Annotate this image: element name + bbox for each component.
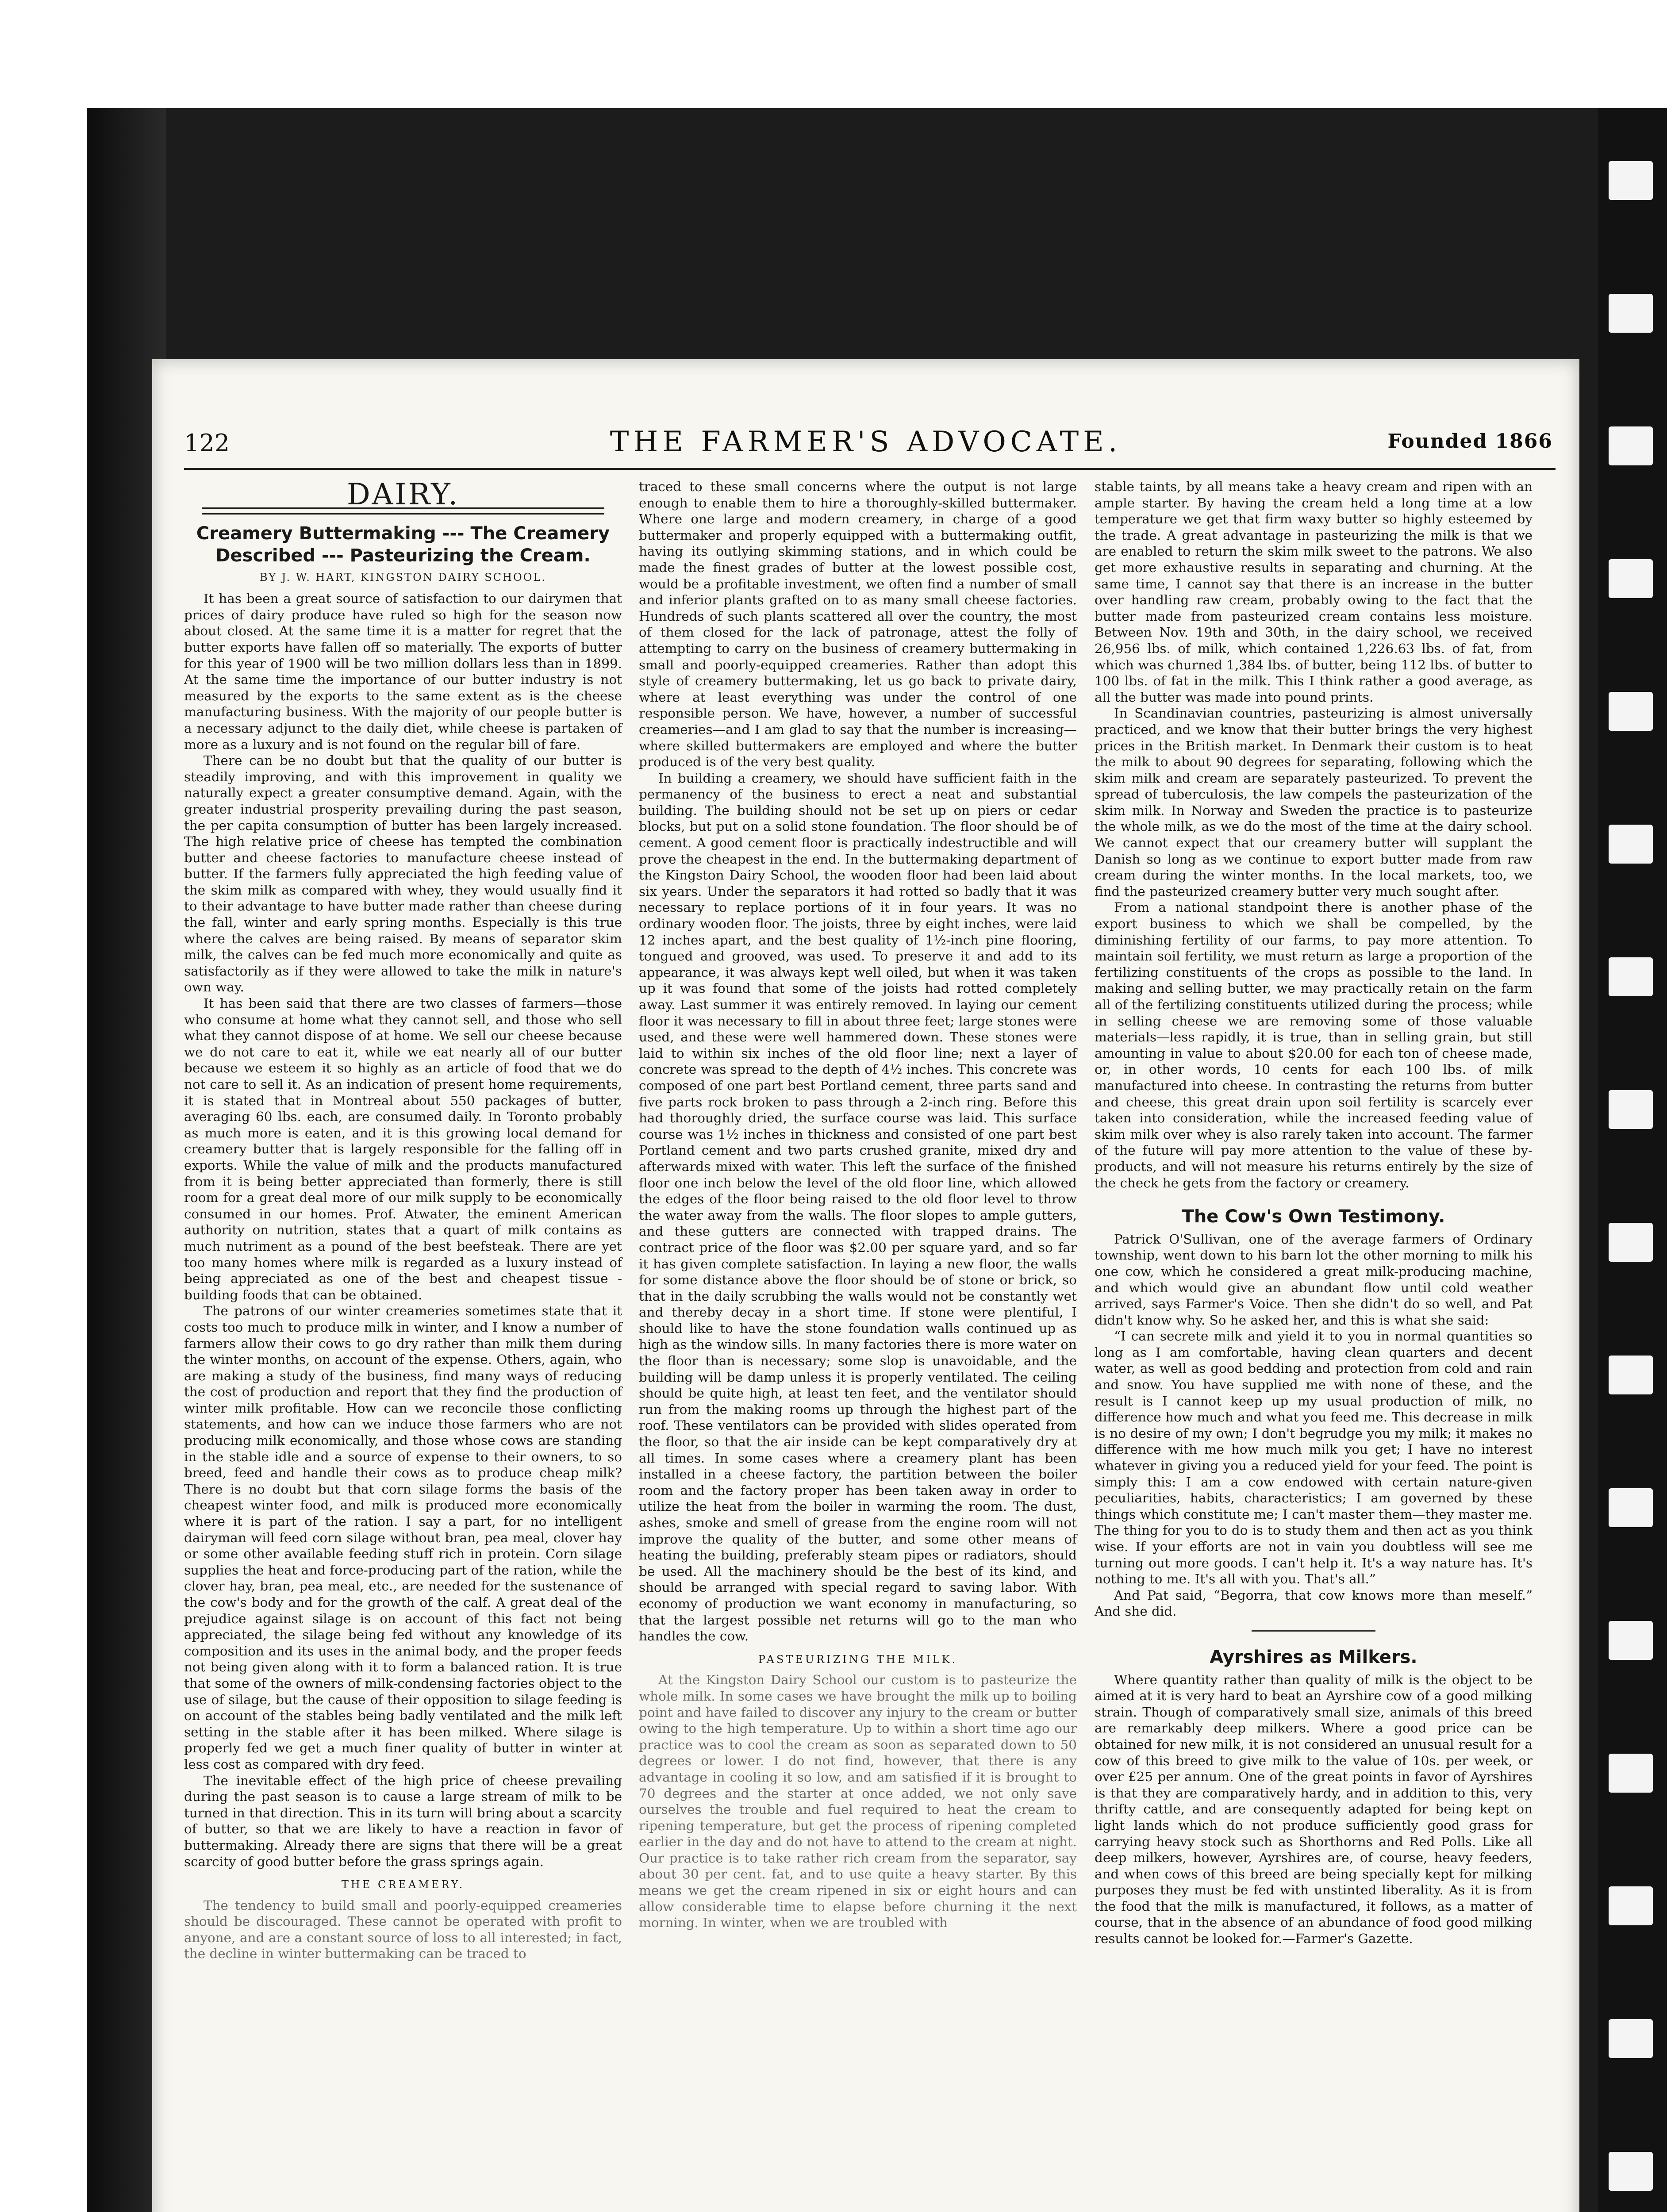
film-perforation <box>1609 1090 1653 1129</box>
article-byline: BY J. W. HART, KINGSTON DAIRY SCHOOL. <box>260 571 546 584</box>
film-perforation <box>1609 1754 1653 1793</box>
section-title: DAIRY. <box>346 477 460 511</box>
column-3 <box>1095 479 1533 1947</box>
film-perforation <box>1609 1223 1653 1262</box>
film-perforation <box>1609 294 1653 333</box>
film-perforation <box>1609 2019 1653 2058</box>
page-header <box>152 359 1579 458</box>
paragraph: Where quantity rather than quality of milk is the object to be aimed at it is very hard to beat an Ayrshire cow of a good milking strain. Though of comparatively small size, animals of this breed are remarkably deep milkers. Where a good price can be obtained for new milk, it is not considered an unusual result for a cow of this breed to give milk to the value of 10s. per week, or over £25 per annum. One of the great points in favor of Ayrshires is that they are comparatively hardy, and in addition to this, very thrifty cattle, and are consequently adapted for being kept on light lands which do not produce sufficiently good grass for carrying heavy stock such as Shorthorns and Red Polls. Like all deep milkers, however, Ayrshires are, of course, heavy feeders, and when cows of this breed are being specially kept for milking purposes they must be fed with unstinted liberality. As it is from the food that the milk is manufactured, it follows, as a matter of course, that in the absence of an abundance of food good milking results cannot be looked for.—Farmer's Gazette. <box>1095 1672 1533 1947</box>
page-number: 122 <box>184 429 230 457</box>
film-perforation <box>1609 825 1653 864</box>
header-rule <box>184 468 1556 470</box>
subhead-creamery: THE CREAMERY. <box>341 1878 465 1891</box>
article-title: Creamery Buttermaking --- The Creamery Described --- Pasteurizing the Cream. <box>196 523 610 566</box>
subhead-pasteurizing: PASTEURIZING THE MILK. <box>758 1653 958 1666</box>
paragraph: Patrick O'Sullivan, one of the average farmers of Ordinary township, went down to his barn lot the other morning to milk his one cow, which he considered a great milk-producing machine, and which would give an abundant flow until cold weather arrived, says Farmer's Voice. Then she didn't do so well, and Pat didn't know why. So he asked her, and this is what she said: <box>1095 1231 1533 1328</box>
paragraph: In Scandinavian countries, pasteurizing is almost universally practiced, and we know that their butter brings the very highest prices in the British market. In Denmark their custom is to heat the milk to about 90 degrees for separating, following which the skim milk and cream are separately pasteurized. To prevent the spread of tuberculosis, the law compels the pasteurization of the skim milk. In Norway and Sweden the practice is to pasteurize the whole milk, as we do the most of the time at the dairy school. We cannot expect that our creamery butter will supplant the Danish so long as we continue to export butter made from raw cream during the winter months. In the local markets, too, we find the pasteurized creamery butter very much sought after. <box>1095 706 1533 899</box>
paragraph: stable taints, by all means take a heavy cream and ripen with an ample starter. By having the cream held a long time at a low temperature we get that firm waxy butter so highly esteemed by the trade. A great advantage in pasteurizing the milk is that we are enabled to return the skim milk sweet to the patrons. We also get more exhaustive results in separating and churning. At the same time, I cannot say that there is an increase in the butter over handling raw cream, probably owing to the fact that the butter made from pasteurized cream contains less moisture. Between Nov. 19th and 30th, in the dairy school, we received 26,956 lbs. of milk, which contained 1,226.63 lbs. of fat, from which was churned 1,384 lbs. of butter, being 112 lbs. of butter to 100 lbs. of fat in the milk. This I think rather a good average, as all the butter was made into pound prints. <box>1095 479 1533 705</box>
paragraph: It has been a great source of satisfaction to our dairymen that prices of dairy produce have ruled so high for the season now about closed. At the same time it is a matter for regret that the butter exports have fallen off so materially. The exports of butter for this year of 1900 will be two million dollars less than in 1899. At the same time the importance of our butter industry is not measured by the exports to the same extent as is the cheese manufacturing business. With the majority of our people butter is a necessary adjunct to the daily diet, while cheese is partaken of more as a luxury and is not found on the regular bill of fare. <box>184 591 622 752</box>
paragraph: It has been said that there are two classes of farmers—those who consume at home what they cannot sell, and those who sell what they cannot dispose of at home. We sell our cheese because we do not care to eat it, while we eat nearly all of our butter because we esteem it so highly as an article of food that we do not care to sell it. As an indication of present home requirements, it is stated that in Montreal about 550 packages of butter, averaging 60 lbs. each, are consumed daily. In Toronto probably as much more is eaten, and it is this growing local demand for creamery butter that is largely responsible for the falling off in exports. While the value of milk and the products manufactured from it is being better appreciated than formerly, there is still room for a great deal more of our milk supply to be economically consumed in our homes. Prof. Atwater, the eminent American authority on nutrition, states that a quart of milk contains as much nutriment as a pound of the best beefsteak. There are yet too many homes where milk is regarded as a luxury instead of being appreciated as one of the best and cheapest tissue - building foods that can be obtained. <box>184 996 622 1302</box>
film-perforation <box>1609 559 1653 598</box>
film-strip-right <box>1598 108 1667 2212</box>
film-perforation <box>1609 2152 1653 2191</box>
film-perforation <box>1609 692 1653 731</box>
film-perforation <box>1609 1356 1653 1394</box>
film-perforation <box>1609 957 1653 996</box>
article-title: The Cow's Own Testimony. <box>1182 1206 1445 1227</box>
film-perforation <box>1609 1886 1653 1925</box>
paragraph: “I can secrete milk and yield it to you in normal quantities so long as I am comfortable, having clean quarters and decent water, as well as good bedding and protection from cold and rain and snow. You have supplied me with none of these, and the result is I cannot keep up my usual production of milk, no difference how much and what you feed me. This decrease in milk is no desire of my own; I don't begrudge you my milk; it makes no difference with me how much milk you get; I have no interest whatever in giving you a reduced yield for your feed. The point is simply this: I am a cow endowed with certain nature-given peculiarities, habits, characteristics; I am governed by these things which constitute me; I can't master them—they master me. The thing for you to do is to study them and then act as you think wise. If your efforts are not in vain you doubtless will see me turning out more goods. I can't help it. It's a way nature has. It's nothing to me. It's all with you. That's all.” <box>1095 1329 1533 1587</box>
paragraph: The tendency to build small and poorly-equipped creameries should be discouraged. These cannot be operated with profit to anyone, and are a constant source of loss to all interested; in fact, the decline in winter buttermaking can be traced to <box>184 1897 622 1962</box>
paragraph: traced to these small concerns where the output is not large enough to enable them to hire a thoroughly-skilled buttermaker. Where one large and modern creamery, in charge of a good buttermaker and properly equipped with a buttermaking outfit, having its outlying skimming stations, and in which could be made the finest grades of butter at the lowest possible cost, would be a profitable investment, we often find a number of small and inferior plants grafted on to as many small cheese factories. Hundreds of such plants scattered all over the country, the most of them closed for the lack of patronage, attest the folly of attempting to carry on the business of creamery buttermaking in small and poorly-equipped creameries. Rather than adopt this style of creamery buttermaking, let us go back to private dairy, where at least everything was under the control of one responsible person. We have, however, a number of successful creameries—and I am glad to say that the number is increasing—where skilled buttermakers are employed and where the butter produced is of the very best quality. <box>639 479 1077 770</box>
film-perforation <box>1609 426 1653 465</box>
film-perforation <box>1609 161 1653 200</box>
paragraph: At the Kingston Dairy School our custom is to pasteurize the whole milk. In some cases we have brought the milk up to boiling point and have failed to discover any injury to the cream or butter owing to the high temperature. Up to within a short time ago our practice was to cool the cream as soon as separated down to 50 degrees or lower. I do not find, however, that there is any advantage in cooling it so low, and am satisfied if it is brought to 70 degrees and the starter at once added, we not only save ourselves the trouble and fuel required to heat the cream to ripening temperature, but get the process of ripening completed earlier in the day and do not have to attend to the cream at night. Our practice is to take rather rich cream from the separator, say about 30 per cent. fat, and to use quite a heavy starter. By this means we get the cream ripened in six or eight hours and can allow considerable time to elapse before churning it the next morning. In winter, when we are troubled with <box>639 1672 1077 1931</box>
masthead-title: THE FARMER'S ADVOCATE. <box>610 426 1122 458</box>
paragraph: And Pat said, “Begorra, that cow knows more than meself.” And she did. <box>1095 1587 1533 1619</box>
article-title: Ayrshires as Milkers. <box>1210 1647 1417 1667</box>
film-perforation <box>1609 1621 1653 1660</box>
article-divider <box>1252 1630 1375 1632</box>
paragraph: The patrons of our winter creameries sometimes state that it costs too much to produce milk in winter, and I know a number of farmers allow their cows to go dry rather than milk them during the winter months, on account of the expense. Others, again, who are making a study of the business, find many ways of reducing the cost of production and report that they find the production of winter milk profitable. How can we reconcile those conflicting statements, and how can we induce those farmers who are not producing milk economically, and those whose cows are standing in the stable idle and a source of expense to their owners, to so breed, feed and handle their cows as to produce cheap milk? There is no doubt but that corn silage forms the basis of the cheapest winter food, and milk is produced more economically where it is part of the ration. I say a part, for no intelligent dairyman will feed corn silage without bran, pea meal, clover hay or some other available feeding stuff rich in protein. Corn silage supplies the heat and force-producing part of the ration, while the clover hay, bran, pea meal, etc., are needed for the sustenance of the cow's body and for the growth of the calf. A great deal of the prejudice against silage is on account of this fact not being appreciated, the silage being fed without any knowledge of its composition and its uses in the animal body, and the proper feeds not being given along with it to form a balanced ration. It is true that some of the owners of milk-condensing factories object to the use of silage, but the cause of their opposition to silage feeding is on account of the stables being badly ventilated and the milk left setting in the stable after it has been milked. Where silage is properly fed we get a much finer quality of butter in winter at less cost as compared with dry feed. <box>184 1303 622 1772</box>
column-1 <box>184 479 622 1962</box>
paragraph: In building a creamery, we should have sufficient faith in the permanency of the business to erect a neat and substantial building. The building should not be set up on piers or cedar blocks, but put on a solid stone foundation. The floor should be of cement. A good cement floor is practically indestructible and will prove the cheapest in the end. In the buttermaking department of the Kingston Dairy School, the wooden floor had been laid about six years. Under the separators it had rotted so badly that it was necessary to replace portions of it in four years. It was no ordinary wooden floor. The joists, three by eight inches, were laid 12 inches apart, and the best quality of 1½-inch pine flooring, tongued and grooved, was used. To preserve it and add to its appearance, it was always kept well oiled, but when it was taken up it was found that some of the joists had rotted completely away. Last summer it was entirely removed. In laying our cement floor it was necessary to fill in about three feet; large stones were used, and these were well hammered down. These stones were laid to within six inches of the old floor line; next a layer of concrete was spread to the depth of 4½ inches. This concrete was composed of one part best Portland cement, three parts sand and five parts rock broken to pass through a 2-inch ring. Before this had thoroughly dried, the surface course was laid. This surface course was 1½ inches in thickness and consisted of one part best Portland cement and two parts crushed granite, mixed dry and afterwards mixed with water. This left the surface of the finished floor one inch below the level of the old floor line, which allowed the edges of the floor being raised to the old floor level to throw the water away from the walls. The floor slopes to ample gutters, and these gutters are connected with trapped drains. The contract price of the floor was $2.00 per square yard, and so far it has given complete satisfaction. In laying a new floor, the walls for some distance above the floor should be of stone or brick, so that in the daily scrubbing the walls would not be constantly wet and thereby decay in a short time. If stone were plentiful, I should like to have the stone foundation walls continued up as high as the window sills. In many factories there is more water on the floor than is necessary; some slop is unavoidable, and the building will be damp unless it is properly ventilated. The ceiling should be quite high, at least ten feet, and the ventilator should run from the making rooms up through the highest part of the roof. These ventilators can be provided with slides operated from the floor, so that the air inside can be kept comparatively dry at all times. In some cases where a creamery plant has been installed in a cheese factory, the partition between the boiler room and the factory proper has been taken away in order to utilize the heat from the boiler in warming the room. The dust, ashes, smoke and smell of grease from the engine room will not improve the quality of the butter, and some other means of heating the building, preferably steam pipes or radiators, should be used. All the machinery should be the best of its kind, and should be arranged with special regard to saving labor. With economy of production we want economy in manufacturing, so that the largest possible net returns will go to the man who handles the cow. <box>639 770 1077 1644</box>
paragraph: There can be no doubt but that the quality of our butter is steadily improving, and with this improvement in quality we naturally expect a greater consumptive demand. Again, with the greater industrial prosperity prevailing during the past season, the per capita consumption of butter has been largely increased. The high relative price of cheese has tempted the combination butter and cheese factories to manufacture cheese instead of butter. If the farmers fully appreciated the high feeding value of the skim milk as compared with whey, they would usually find it to their advantage to have butter made rather than cheese during the fall, winter and early spring months. Especially is this true where the calves are being raised. By means of separator skim milk, the calves can be fed much more economically and quite as satisfactorily as if they were allowed to take the milk in nature's own way. <box>184 753 622 995</box>
paragraph: From a national standpoint there is another phase of the export business to which we shall be compelled, by the diminishing fertility of our farms, to pay more attention. To maintain soil fertility, we must return as large a proportion of the fertilizing constituents of the crops as possible to the land. In making and selling butter, we may practically retain on the farm all of the fertilizing constituents utilized during the process; while in selling cheese we are removing some of those valuable materials—less rapidly, it is true, than in selling grain, but still amounting in value to about $20.00 for each ton of cheese made, or, in other words, 10 cents for each 100 lbs. of milk manufactured into cheese. In contrasting the returns from butter and cheese, this great drain upon soil fertility is scarcely ever taken into consideration, while the increased feeding value of skim milk over whey is also rarely taken into account. The farmer of the future will pay more attention to the value of these by-products, and will not measure his returns entirely by the size of the check he gets from the factory or creamery. <box>1095 900 1533 1190</box>
founded-label: Founded 1866 <box>1387 430 1553 453</box>
paragraph: The inevitable effect of the high price of cheese prevailing during the past season is to cause a large stream of milk to be turned in that direction. This in its turn will bring about a scarcity of butter, so that we are likely to have a reaction in favor of buttermaking. Already there are signs that there will be a great scarcity of good butter before the grass springs again. <box>184 1773 622 1869</box>
column-2 <box>639 479 1077 1931</box>
film-perforation <box>1609 1488 1653 1527</box>
newspaper-page <box>152 359 1579 2212</box>
